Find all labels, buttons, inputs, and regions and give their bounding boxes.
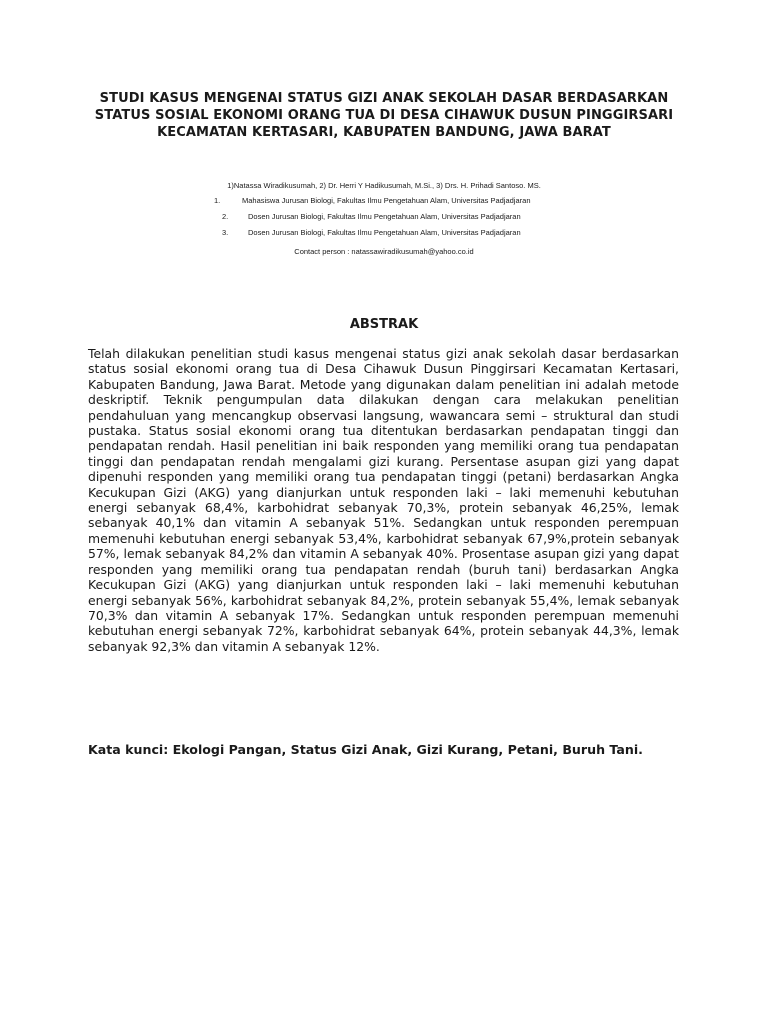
affiliation-number: 1. [214, 196, 221, 205]
author-list: 1)Natassa Wiradikusumah, 2) Dr. Herri Y Hadikusumah, M.Si., 3) Drs. H. Prihadi Santoso. MS. [227, 181, 541, 190]
affiliation-text: Dosen Jurusan Biologi, Fakultas Ilmu Pengetahuan Alam, Universitas Padjadjaran [248, 228, 521, 237]
affiliation-list [190, 196, 610, 244]
affiliation-text: Dosen Jurusan Biologi, Fakultas Ilmu Pengetahuan Alam, Universitas Padjadjaran [248, 212, 521, 221]
affiliation-number: 3. [222, 228, 229, 237]
abstract-heading: ABSTRAK [349, 317, 419, 332]
contact-person: Contact person : natassawiradikusumah@yahoo.co.id [294, 247, 474, 256]
affiliation-item [190, 228, 610, 244]
affiliation-item [190, 212, 610, 228]
affiliation-number: 2. [222, 212, 229, 221]
paper-title: STUDI KASUS MENGENAI STATUS GIZI ANAK SEKOLAH DASAR BERDASARKAN STATUS SOSIAL EKONOMI ORANG TUA DI DESA CIHAWUK DUSUN PINGGIRSARI KECAMATAN KERTASARI, KABUPATEN BANDUNG, JAWA BARAT [94, 91, 674, 140]
abstract-body: Telah dilakukan penelitian studi kasus mengenai status gizi anak sekolah dasar berdasarkan status sosial ekonomi orang tua di Desa Cihawuk Dusun Pinggirsari Kecamatan Kertasari, Kabupaten Bandung, Jawa Barat. Metode yang digunakan dalam penelitian ini adalah metode deskriptif. Teknik pengumpulan data dilakukan dengan cara melakukan penelitian pendahuluan yang mencangkup observasi langsung, wawancara semi – struktural dan studi pustaka. Status sosial ekonomi orang tua ditentukan berdasarkan pendapatan tinggi dan pendapatan rendah. Hasil penelitian ini baik responden yang memiliki orang tua pendapatan tinggi dan pendapatan rendah mengalami gizi kurang. Persentase asupan gizi yang dapat dipenuhi responden yang memiliki orang tua pendapatan tinggi (petani) berdasarkan Angka Kecukupan Gizi (AKG) yang dianjurkan untuk responden laki – laki memenuhi kebutuhan energi sebanyak 68,4%, karbohidrat sebanyak 70,3%, protein sebanyak 46,25%, lemak sebanyak 40,1% dan vitamin A sebanyak 51%. Sedangkan untuk responden perempuan memenuhi kebutuhan energi sebanyak 53,4%, karbohidrat sebanyak 67,9%,protein sebanyak 57%, lemak sebanyak 84,2% dan vitamin A sebanyak 40%. Prosentase asupan gizi yang dapat responden yang memiliki orang tua pendapatan rendah (buruh tani) berdasarkan Angka Kecukupan Gizi (AKG) yang dianjurkan untuk responden laki – laki memenuhi kebutuhan energi sebanyak 56%, karbohidrat sebanyak 84,2%, protein sebanyak 55,4%, lemak sebanyak 70,3% dan vitamin A sebanyak 17%. Sedangkan untuk responden perempuan memenuhi kebutuhan energi sebanyak 72%, karbohidrat sebanyak 64%, protein sebanyak 44,3%, lemak sebanyak 92,3% dan vitamin A sebanyak 12%. [88, 346, 679, 654]
keywords: Kata kunci: Ekologi Pangan, Status Gizi Anak, Gizi Kurang, Petani, Buruh Tani. [88, 742, 643, 757]
affiliation-text: Mahasiswa Jurusan Biologi, Fakultas Ilmu Pengetahuan Alam, Universitas Padjadjaran [242, 196, 531, 205]
affiliation-item [190, 196, 610, 212]
